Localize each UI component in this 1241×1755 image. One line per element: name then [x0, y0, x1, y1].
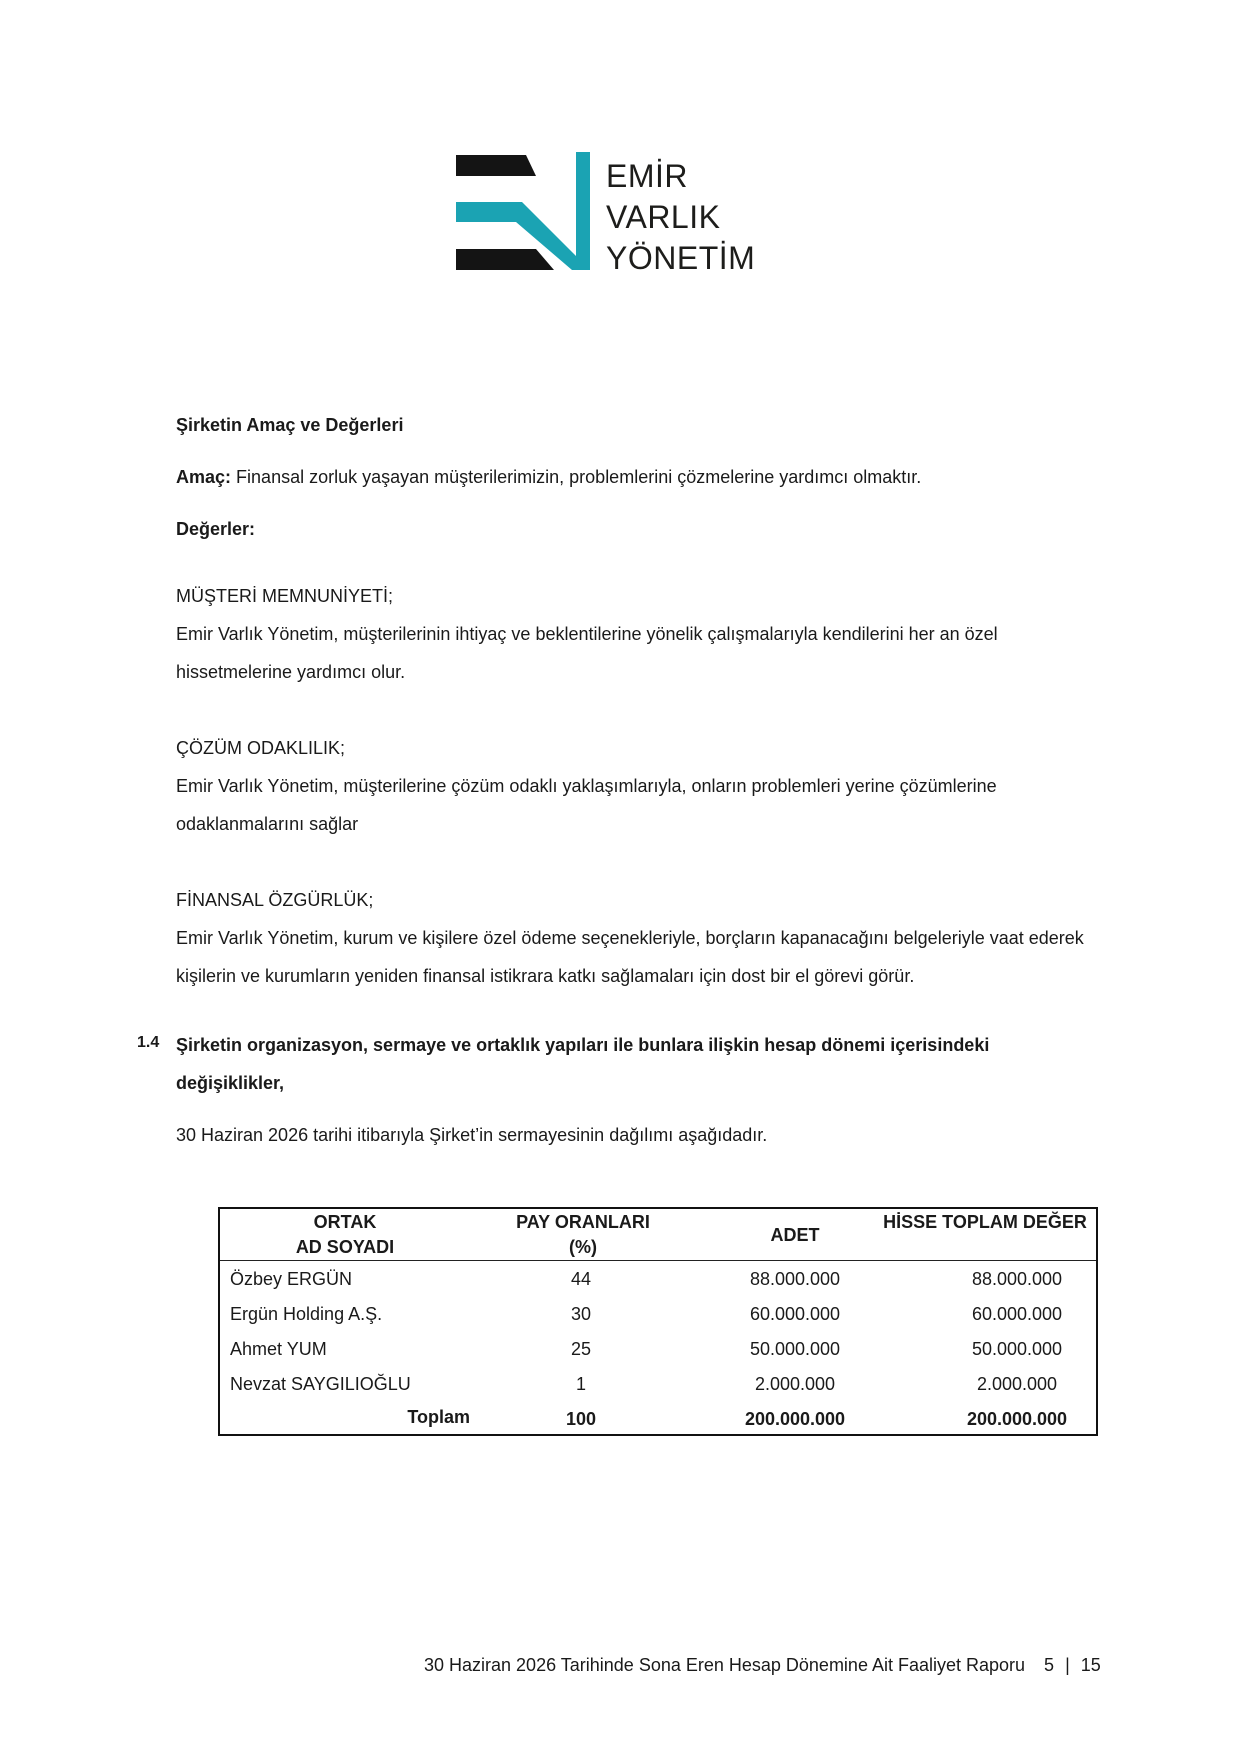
logo-text-line2: VARLIK	[606, 199, 721, 235]
cell-pay: 30	[570, 1304, 592, 1324]
cell-deger: 50.000.000	[971, 1339, 1063, 1359]
header-ad-soyadi: AD SOYADI	[295, 1237, 395, 1257]
cell-name: Özbey ERGÜN	[230, 1269, 353, 1289]
section-intro: 30 Haziran 2026 tarihi itibarıyla Şirket’in sermayesinin dağılımı aşağıdadır.	[176, 1125, 768, 1145]
value-description-line: Emir Varlık Yönetim, kurum ve kişilere özel ödeme seçenekleriyle, borçların kapanacağını belgeleriyle vaat ederek	[176, 928, 1084, 948]
cell-pay: 1	[575, 1374, 586, 1394]
total-pages: 15	[1080, 1655, 1101, 1675]
purpose-text: Finansal zorluk yaşayan müşterilerimizin, problemlerini çözmelerine yardımcı olmaktır.	[236, 467, 922, 487]
value-description-line: kişilerin ve kurumların yeniden finansal istikrara katkı sağlamaları için dost bir el görevi görür.	[176, 966, 915, 986]
value-title: MÜŞTERİ MEMNUNİYETİ;	[176, 586, 394, 606]
value-title: FİNANSAL ÖZGÜRLÜK;	[176, 890, 374, 910]
company-logo	[456, 152, 756, 278]
cell-adet: 60.000.000	[749, 1304, 841, 1324]
cell-name: Nevzat SAYGILIOĞLU	[230, 1374, 411, 1394]
cell-name: Ergün Holding A.Ş.	[230, 1304, 383, 1324]
value-description-line: odaklanmalarını sağlar	[176, 814, 359, 834]
header-pay-percent: (%)	[569, 1237, 597, 1257]
cell-pay: 44	[570, 1269, 592, 1289]
section-number: 1.4	[137, 1034, 160, 1051]
purpose-label: Amaç:	[176, 467, 232, 487]
logo-text-line3: YÖNETİM	[606, 240, 756, 276]
values-label: Değerler:	[176, 519, 256, 539]
cell-deger: 88.000.000	[971, 1269, 1063, 1289]
purpose-paragraph	[176, 465, 921, 489]
page-number: 5	[1044, 1655, 1055, 1675]
total-pay: 100	[565, 1409, 597, 1429]
cell-adet: 2.000.000	[754, 1374, 836, 1394]
value-description-line: Emir Varlık Yönetim, müşterilerine çözüm odaklı yaklaşımlarıyla, onların problemleri yerine çözümlerine	[176, 776, 997, 796]
cell-name: Ahmet YUM	[230, 1339, 327, 1359]
page-footer	[424, 1655, 1101, 1676]
total-deger: 200.000.000	[966, 1409, 1068, 1429]
total-adet: 200.000.000	[744, 1409, 846, 1429]
cell-adet: 50.000.000	[749, 1339, 841, 1359]
value-title: ÇÖZÜM ODAKLILIK;	[176, 738, 346, 758]
header-pay-oranlari: PAY ORANLARI	[516, 1212, 650, 1232]
value-description-line: Emir Varlık Yönetim, müşterilerinin ihtiyaç ve beklentilerine yönelik çalışmalarıyla kendilerini her an özel	[176, 624, 998, 644]
table-header	[220, 1209, 1096, 1261]
capital-distribution-table	[218, 1207, 1098, 1436]
header-adet: ADET	[770, 1225, 820, 1245]
section-heading: Şirketin Amaç ve Değerleri	[176, 415, 404, 435]
cell-deger: 60.000.000	[971, 1304, 1063, 1324]
cell-deger: 2.000.000	[976, 1374, 1058, 1394]
cell-adet: 88.000.000	[749, 1269, 841, 1289]
footer-separator: |	[1065, 1655, 1070, 1675]
section-title-line: Şirketin organizasyon, sermaye ve ortaklık yapıları ile bunlara ilişkin hesap dönemi içerisindeki	[176, 1035, 990, 1055]
total-label: Toplam	[407, 1407, 470, 1427]
cell-pay: 25	[570, 1339, 592, 1359]
value-description-line: hissetmelerine yardımcı olur.	[176, 662, 406, 682]
logo-mark-icon	[456, 152, 596, 278]
header-ortak: ORTAK	[313, 1212, 377, 1232]
footer-title: 30 Haziran 2026 Tarihinde Sona Eren Hesap Dönemine Ait Faaliyet Raporu	[424, 1655, 1026, 1675]
section-title-line: değişiklikler,	[176, 1073, 285, 1093]
logo-text-line1: EMİR	[606, 158, 688, 194]
header-hisse-toplam-deger: HİSSE TOPLAM DEĞER	[883, 1212, 1087, 1232]
